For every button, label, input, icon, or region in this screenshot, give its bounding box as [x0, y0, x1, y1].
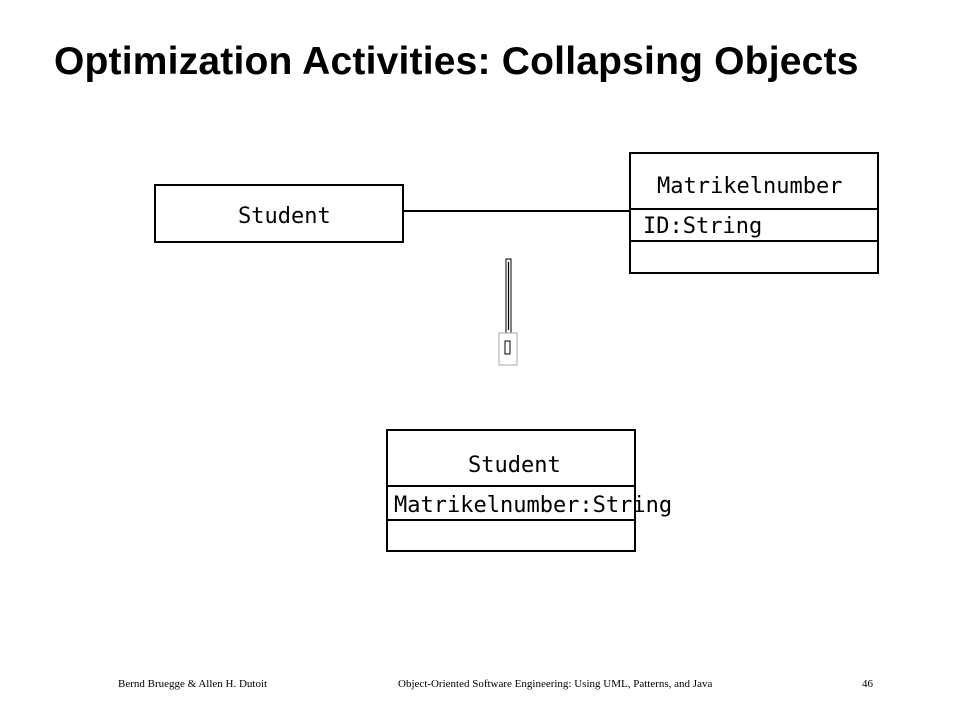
matrikelnumber-attribute: ID:String	[643, 214, 763, 239]
class-divider	[386, 519, 636, 521]
collapsed-student-class-box[interactable]	[386, 429, 673, 552]
slide-title: Optimization Activities: Collapsing Objects	[54, 40, 859, 83]
footer-page-number: 46	[862, 678, 873, 690]
collapsed-student-class-name: Student	[468, 453, 561, 478]
matrikelnumber-class-name: Matrikelnumber	[657, 174, 843, 199]
collapsed-student-attribute: Matrikelnumber:String	[394, 493, 673, 518]
footer-authors: Bernd Bruegge & Allen H. Dutoit	[118, 678, 268, 690]
footer-book-title: Object-Oriented Software Engineering: Using UML, Patterns, and Java	[398, 678, 713, 690]
class-divider	[386, 485, 636, 487]
student-class-name: Student	[238, 204, 331, 229]
arrow-head-placeholder	[499, 333, 517, 365]
